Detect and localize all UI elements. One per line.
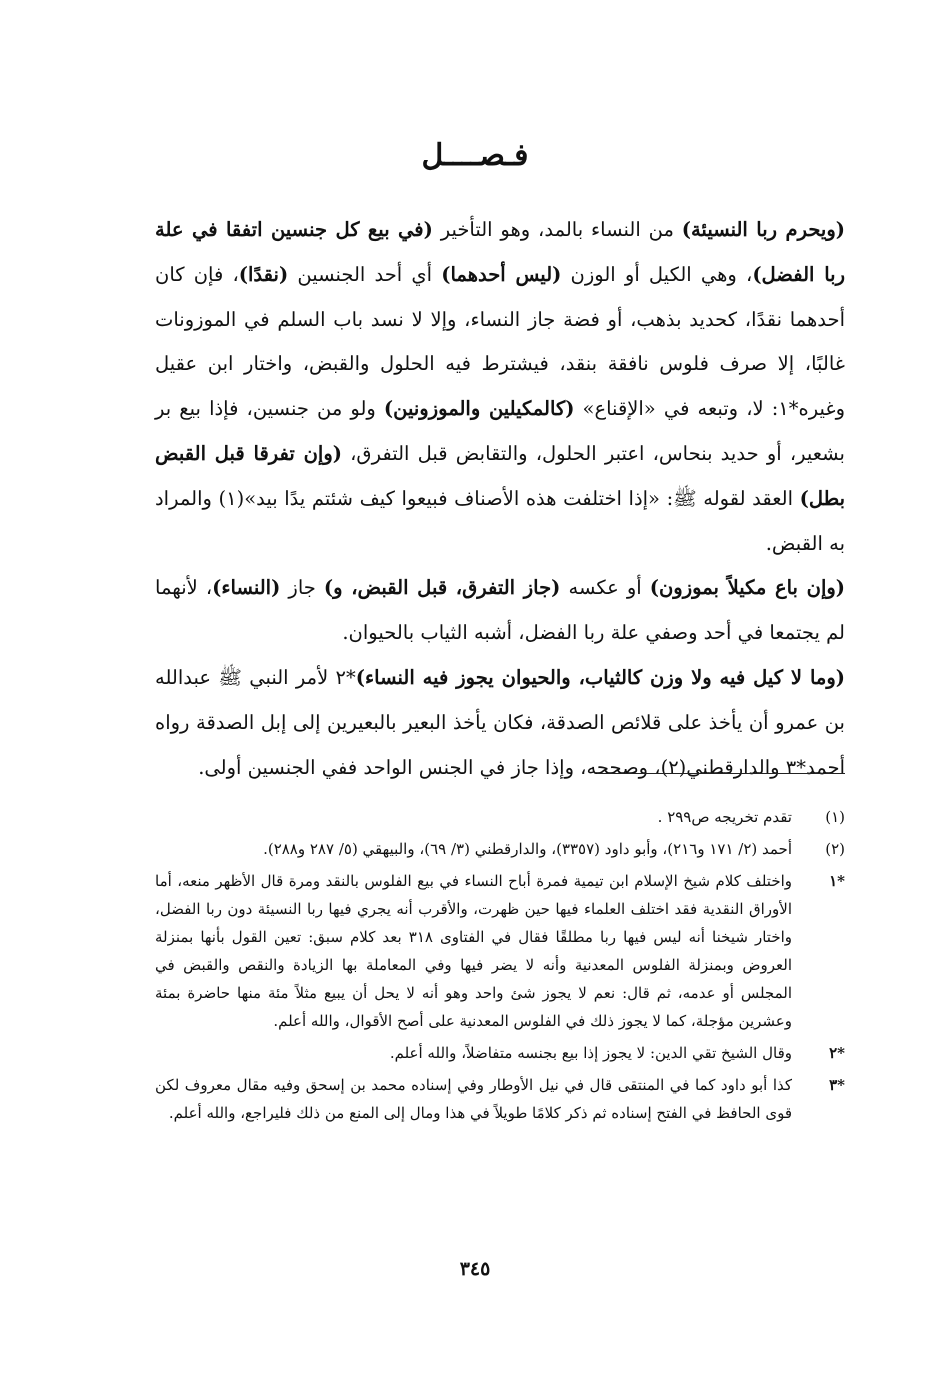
footnote — [155, 803, 845, 831]
bold-matn-text: (جاز التفرق، قبل القبض، و) — [323, 576, 561, 600]
main-text — [155, 208, 845, 790]
footnote-marker: *٣ — [829, 1076, 845, 1094]
commentary-text: أو عكسه — [560, 576, 650, 600]
editor-note — [155, 1071, 845, 1127]
commentary-text: أي أحد الجنسين — [288, 262, 442, 286]
bold-matn-text: (ليس أحدهما) — [441, 262, 562, 286]
bold-matn-text: (كالمكيلين والموزونين) — [383, 397, 575, 421]
commentary-text: من النساء بالمد، وهو التأخير — [432, 218, 682, 241]
footnote-text: كذا أبو داود كما في المنتقى قال في نيل الأوطار وفي إسناده محمد بن إسحق وفيه مقال معروف لكن قوى الحافظ في الفتح إسناده ثم ذكر كلامًا طويلاً في هذا ومال إلى المنع من ذلك فليراجع، والله أعلم. — [155, 1076, 792, 1122]
bold-matn-text: (ويحرم ربا النسيئة) — [681, 218, 845, 241]
page-number: ٣٤٥ — [459, 1258, 491, 1280]
paragraph — [155, 566, 845, 656]
commentary-text: ، لأنهما لم يجتمعا في أحد وصفي علة ربا الفضل، أشبه الثياب بالحيوان. — [155, 576, 845, 645]
bold-matn-text: (في بيع كل جنسين اتفقا في علة ربا الفضل) — [155, 218, 845, 286]
footnote-separator — [597, 773, 845, 774]
footnote — [155, 835, 845, 863]
bold-matn-text: (وإن باع مكيلاً بموزون) — [649, 576, 846, 600]
commentary-text: العقد لقوله ﷺ: «إذا اختلفت هذه الأصناف فبيعوا كيف شئتم يدًا بيد»(١) والمراد به القبض. — [155, 486, 845, 555]
commentary-text: ، وهي الكيل أو الوزن — [561, 262, 753, 286]
footnote-marker: (١) — [825, 808, 845, 826]
paragraph — [155, 656, 845, 790]
footnote-text: وقال الشيخ تقي الدين: لا يجوز إذا بيع بجنسه متفاضلاً، والله أعلم. — [389, 1044, 792, 1062]
section-heading: فـصــــل — [421, 138, 529, 173]
paragraph — [155, 208, 845, 566]
commentary-text: *٢ لأمر النبي ﷺ عبدالله بن عمرو أن يأخذ على قلائص الصدقة، فكان يأخذ البعير بالبعيرين إلى إبل الصدقة رواه أحمد*٣ والدارقطني(٢)، وصححه، وإذا جاز في الجنس الواحد ففي الجنسين أولى. — [155, 665, 845, 779]
commentary-text: جاز — [280, 576, 324, 600]
commentary-text: ولو من جنسين، فإذا بيع بر بشعير، أو حديد بنحاس، اعتبر الحلول، والتقابض قبل التفرق، — [155, 397, 845, 465]
footnote-text: واختلف كلام شيخ الإسلام ابن تيمية فمرة أباح النساء في بيع الفلوس بالنقد ومرة قال الأظهر منعه، أما الأوراق النقدية فقد اختلف العلماء فيها حين ظهرت، والأقرب أنه يجري فيها ربا النسيئة دون ربا الفضل، واختار شيخنا أنه ليس فيها ربا مطلقًا فقال في الفتاوى ٣١٨ بعد كلام سبق: تعين القول بأنها بمنزلة العروض وبمنزلة الفلوس المعدنية وأنه لا يضر فيها وفي المعاملة بها الزيادة والنقص والقبض في المجلس أو عدمه، ثم قال: نعم لا يجوز شئ واحد وهو أنه لا يحل أن يبيع مثلاً مئة منها حاضرة بمئة وعشرين مؤجلة، كما لا يجوز ذلك في الفلوس المعدنية على أصح الأقوال، والله أعلم. — [155, 872, 793, 1030]
editor-note — [155, 867, 845, 1035]
footnote-text: تقدم تخريجه ص٢٩٩ . — [657, 808, 792, 826]
commentary-text: ، فإن كان أحدهما نقدًا، كحديد بذهب، أو فضة جاز النساء، وإلا لا نسد باب السلم في الموزونات غالبًا، إلا صرف فلوس نافقة بنقد، فيشترط فيه الحلول والقبض، واختار ابن عقيل وغيره*١: لا، وتبعه في «الإقناع» — [155, 262, 845, 421]
footnote-marker: *١ — [829, 872, 845, 890]
footnote-marker: (٢) — [825, 840, 845, 858]
footnote-marker: *٢ — [829, 1044, 845, 1062]
bold-matn-text: (نقدًا) — [238, 262, 289, 286]
bold-matn-text: (وما لا كيل فيه ولا وزن كالثياب، والحيوان يجوز فيه النساء) — [355, 665, 845, 689]
footnote-text: أحمد (٢/ ١٧١ و٢١٦)، وأبو داود (٣٣٥٧)، والدارقطني (٣/ ٦٩)، والبيهقي (٥/ ٢٨٧ و٢٨٨). — [263, 840, 792, 858]
bold-matn-text: (النساء) — [212, 576, 281, 600]
footnotes — [155, 803, 845, 1131]
editor-note — [155, 1039, 845, 1067]
bold-matn-text: (وإن تفرقا قبل القبض بطل) — [155, 441, 846, 510]
